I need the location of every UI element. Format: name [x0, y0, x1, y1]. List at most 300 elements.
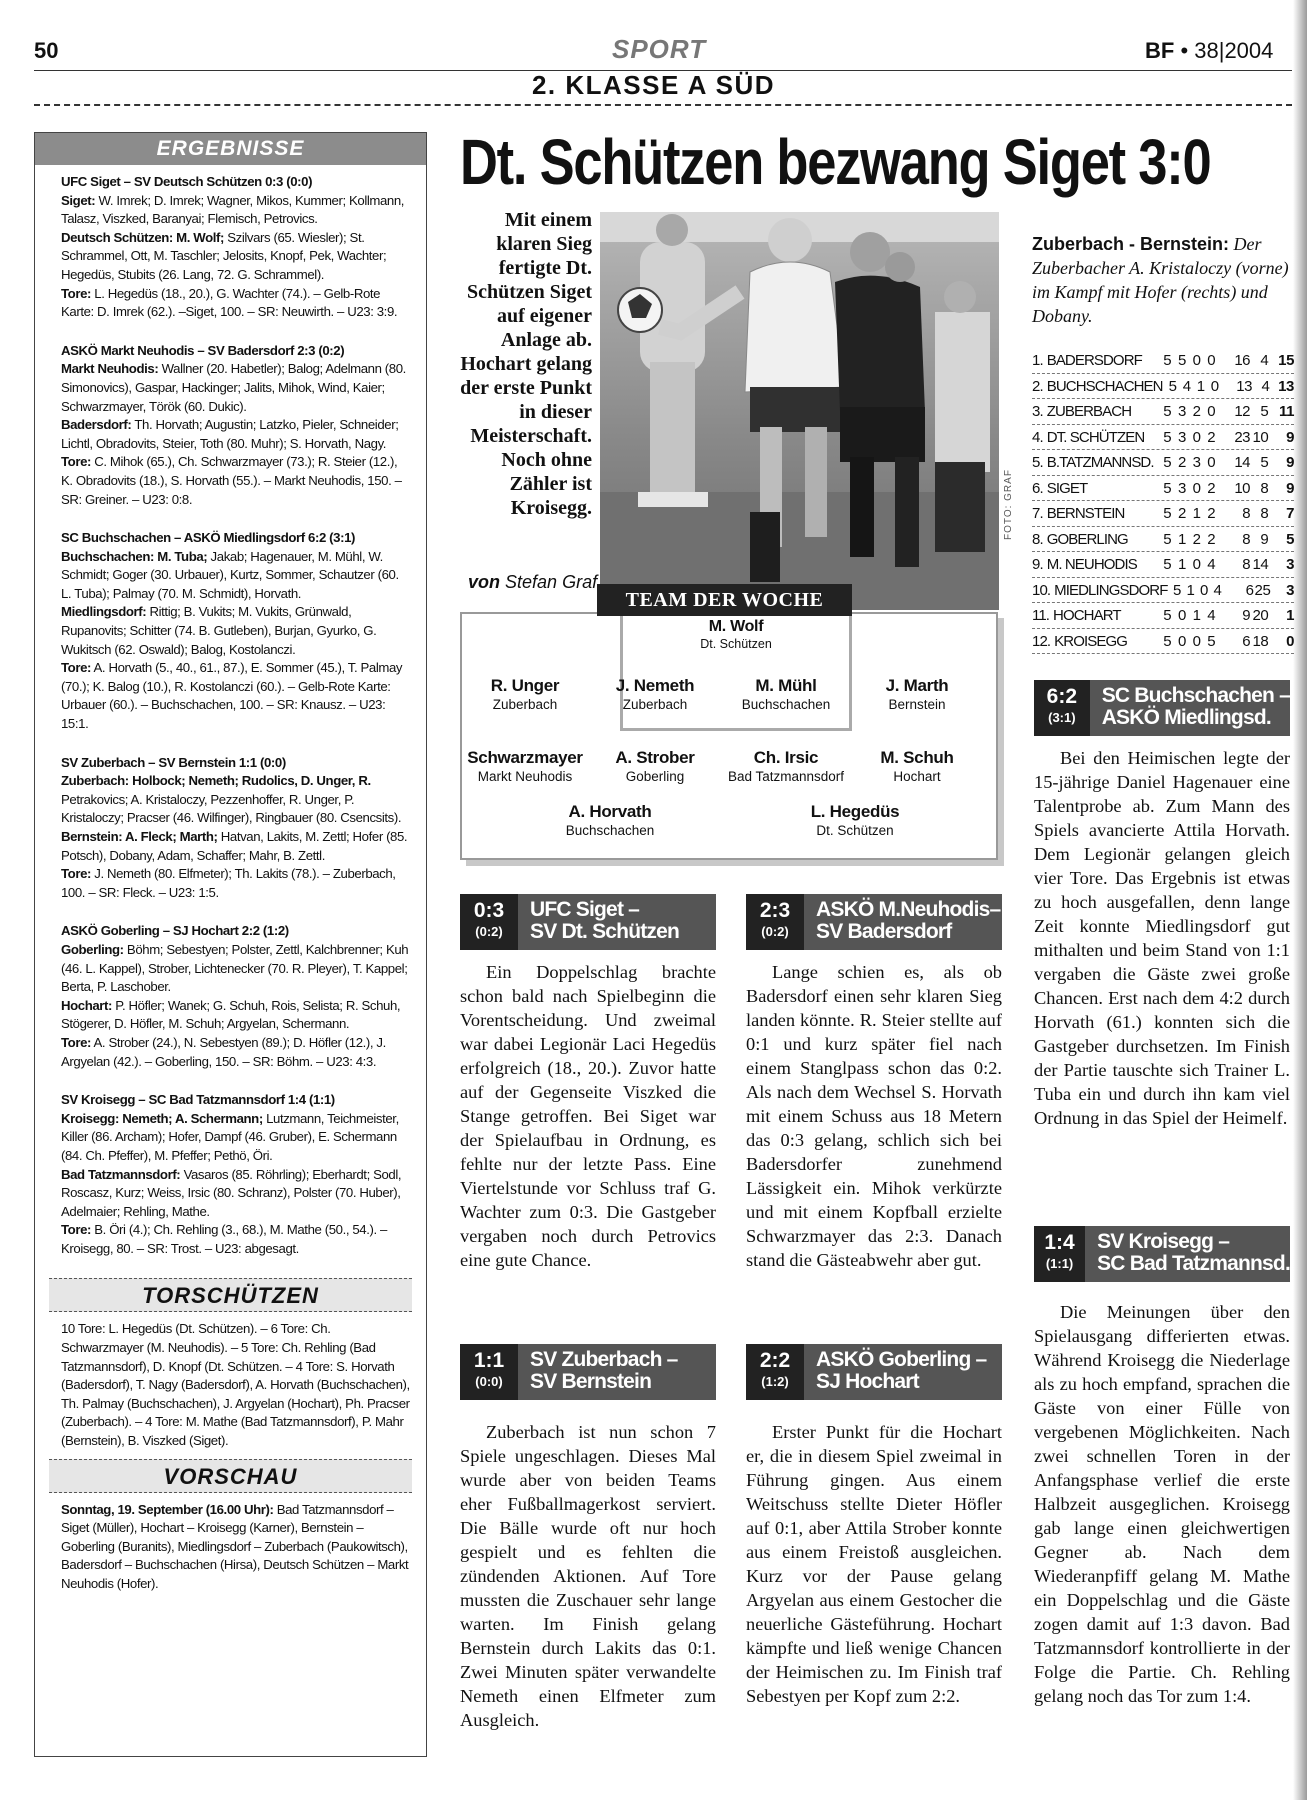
table-cell-diff: 5 — [1260, 403, 1269, 420]
player-name: J. Marth — [885, 676, 949, 695]
player-club: Dt. Schützen — [700, 637, 772, 651]
scorers-banner: TORSCHÜTZEN — [49, 1278, 412, 1312]
table-cell-u: 0 — [1192, 556, 1201, 573]
result-block — [61, 342, 412, 509]
table-position: 10. — [1032, 581, 1051, 599]
result-line-label: Markt Neuhodis: — [61, 361, 159, 377]
team-of-week-player — [711, 748, 861, 784]
result-line-label: Tore: — [61, 285, 91, 301]
player-name: M. Wolf — [708, 618, 764, 635]
match-report-text — [746, 1420, 1002, 1708]
player-club: Dt. Schützen — [816, 823, 894, 838]
full-time-score: 1:4 — [1044, 1231, 1075, 1254]
preview-text — [35, 1493, 426, 1598]
away-team: ASKÖ Miedlingsd. — [1101, 706, 1271, 729]
result-block — [61, 1091, 412, 1258]
table-position: 2. — [1032, 377, 1043, 395]
intro-text: Mit einem klaren Sieg fertigte Dt. Schützen Siget auf eigener Anlage ab. Hochart gelang der erste Punkt in dieser Meisterschaft. Noch ohne Zähler ist Kroisegg. — [460, 209, 592, 519]
full-time-score: 0:3 — [473, 899, 505, 922]
match-score — [460, 1344, 518, 1400]
table-row — [1032, 578, 1294, 604]
team-of-week-player — [842, 676, 992, 712]
result-line-text: Th. Horvath; Augustin; Latzko, Pieler, Schneider; Lichtl, Obradovits, Steier, Toth (80. Muhr); S. Horvath, Nagy. — [61, 417, 399, 451]
home-team: SC Buchschachen – — [1101, 684, 1290, 707]
table-cell-u: 2 — [1192, 530, 1201, 548]
result-line-text: P. Höfler; Wanek; G. Schuh, Rois, Selista; R. Schuh, Stögerer, D. Höfler, M. Schuh; Argyelan, Schermann. — [61, 997, 401, 1032]
table-cell-sp: 5 — [1163, 454, 1172, 471]
player-name: M. Schuh — [880, 748, 954, 767]
table-cell-diff: 25 — [1254, 581, 1271, 599]
result-block — [61, 754, 412, 903]
match-report-header — [746, 1344, 1002, 1400]
table-cell-diff: 20 — [1252, 607, 1269, 624]
table-cell-n: 4 — [1213, 581, 1222, 599]
result-line — [61, 865, 412, 902]
result-title: ASKÖ Markt Neuhodis – SV Badersdorf 2:3 (0:2) — [61, 342, 345, 358]
result-line-label: Goberling: — [61, 941, 124, 957]
table-cell-s: 2 — [1177, 454, 1186, 471]
table-cell-n: 2 — [1207, 530, 1216, 548]
result-line — [61, 1110, 412, 1166]
table-cell-n: 2 — [1207, 479, 1216, 497]
team-of-week-player — [580, 748, 730, 784]
table-cell-u: 1 — [1192, 607, 1201, 624]
table-cell-pts: 9 — [1286, 479, 1295, 497]
match-teams — [1090, 680, 1290, 736]
away-team: SV Bernstein — [530, 1370, 652, 1393]
table-cell-n: 0 — [1207, 403, 1216, 420]
table-cell-sp: 5 — [1163, 428, 1172, 446]
result-line-label: Miedlingsdorf: — [61, 604, 147, 620]
table-row — [1032, 374, 1294, 400]
table-cell-u: 0 — [1192, 352, 1201, 369]
result-block — [61, 922, 412, 1071]
half-time-score: (0:2) — [761, 924, 789, 939]
player-club: Goberling — [625, 769, 685, 784]
table-cell-s: 1 — [1177, 530, 1186, 548]
result-line-text: W. Imrek; D. Imrek; Wagner, Mikos, Kummer; Kollmann, Talasz, Viszked, Baranyai; Flemisch, Petrovics. — [61, 192, 405, 227]
table-cell-n: 4 — [1207, 556, 1216, 573]
table-position: 8. — [1032, 530, 1043, 548]
player-club: Bernstein — [888, 697, 946, 712]
table-cell-sp: 5 — [1163, 632, 1172, 650]
half-time-score: (1:2) — [761, 1374, 789, 1389]
table-position: 6. — [1032, 479, 1043, 497]
result-line — [61, 229, 412, 285]
scorers-text — [35, 1312, 426, 1454]
table-cell-s: 0 — [1177, 607, 1186, 624]
table-team-name: M. NEUHODIS — [1046, 556, 1137, 573]
result-block — [61, 529, 412, 734]
table-cell-s: 4 — [1182, 377, 1191, 395]
table-team — [1032, 425, 1157, 450]
table-cell-n: 5 — [1207, 632, 1216, 650]
home-team: ASKÖ Goberling – — [816, 1348, 987, 1371]
result-line — [61, 603, 412, 659]
result-line-label: Siget: — [61, 192, 96, 208]
results-banner: ERGEBNISSE — [35, 133, 426, 165]
table-cell-goals: 13 — [1236, 377, 1252, 395]
match-score — [746, 1344, 804, 1400]
table-cell-diff: 10 — [1252, 428, 1269, 446]
table-cell-sp: 5 — [1173, 581, 1181, 599]
league-title: 2. KLASSE A SÜD — [531, 70, 776, 100]
match-report-header — [460, 894, 716, 950]
table-row — [1032, 348, 1294, 374]
table-cell-n: 2 — [1207, 428, 1216, 446]
table-cell-diff: 8 — [1260, 505, 1269, 522]
full-time-score: 6:2 — [1046, 685, 1078, 708]
away-team: SV Dt. Schützen — [530, 920, 680, 943]
result-line-label: Hochart: — [61, 997, 113, 1013]
table-cell-goals: 14 — [1234, 454, 1251, 471]
byline — [468, 572, 597, 593]
table-cell-goals: 8 — [1242, 530, 1251, 548]
table-cell-goals: 10 — [1234, 479, 1251, 497]
match-report-paragraph: Zuberbach ist nun schon 7 Spiele ungeschlagen. Dieses Mal wurde aber von beiden Teams eher Fußballmagerkost serviert. Die Bälle wurde oft nur hoch gespielt und es fehlten die zündenden Aktionen. Auf Tore mussten die Zuschauer sehr lange warten. Im Finish gelang Bernstein durch Lakits das 0:1. Zwei Minuten später verwandelte Nemeth einen Elfmeter zum Ausgleich. — [460, 1422, 716, 1730]
team-of-week-player — [842, 748, 992, 784]
match-teams — [518, 894, 679, 950]
table-cell-goals: 12 — [1234, 403, 1251, 420]
table-cell-s: 1 — [1177, 556, 1186, 573]
result-line — [61, 192, 412, 229]
table-cell-sp: 5 — [1168, 377, 1177, 395]
player-name: A. Horvath — [568, 802, 652, 821]
table-cell-u: 0 — [1192, 428, 1201, 446]
result-line — [61, 548, 412, 604]
table-cell-sp: 5 — [1163, 530, 1172, 548]
result-line-text: Petrakovics; A. Kristaloczy, Pezzenhoffer, R. Unger, P. Kristaloczy; Pracser (46. Wilfinger), Ringbauer (80. Csencsits). — [61, 791, 402, 826]
match-score — [460, 894, 518, 950]
table-cell-pts: 15 — [1278, 352, 1295, 369]
table-cell-goals: 16 — [1234, 352, 1251, 369]
table-cell-pts: 13 — [1278, 377, 1294, 395]
result-title: SV Zuberbach – SV Bernstein 1:1 (0:0) — [61, 754, 286, 770]
home-team: SV Zuberbach – — [530, 1348, 678, 1371]
player-name: Ch. Irsic — [753, 748, 819, 767]
table-cell-diff: 18 — [1252, 632, 1269, 650]
match-report-header — [460, 1344, 716, 1400]
result-line-text: L. Hegedüs (18., 20.), G. Wachter (74.). – Gelb-Rote Karte: D. Imrek (62.). –Siget, 100. – SR: Neuwirth. – U23: 3:9. — [61, 285, 398, 320]
player-name: R. Unger — [490, 676, 560, 695]
byline-prefix: von — [468, 572, 501, 592]
table-team-name: B.TATZMANNSD. — [1046, 454, 1154, 471]
match-teams — [1085, 1226, 1290, 1282]
match-report-paragraph: Die Meinungen über den Spielausgang differierten etwas. Während Kroisegg die Niederlage als zu hoch empfand, sprachen die Gäste von einer Fülle von vergebenen Möglichkeiten. Nach zwei schnellen Toren in der Anfangsphase verlief die erste Halbzeit ausgeglichen. Kroisegg gab lange einen gleichwertigen Gegner ab. Nach dem Wiederanpfiff gelang M. Mathe ein Doppelschlag und die Gäste zogen damit auf 1:3 davon. Bad Tatzmannsdorf kontrollierte in der Folge die Partie. Ch. Rehling gelang noch das Tor zum 1:4. — [1034, 1302, 1290, 1706]
result-line — [61, 453, 412, 509]
result-line-label: Tore: — [61, 1222, 91, 1238]
table-cell-diff: 8 — [1260, 479, 1269, 497]
table-cell-u: 0 — [1200, 581, 1208, 599]
table-cell-diff: 14 — [1252, 556, 1269, 573]
table-cell-diff: 9 — [1260, 530, 1269, 548]
result-line-text: Vasaros (85. Röhrling); Eberhardt; Sodl, Roscasz, Kurz; Weiss, Irsic (80. Schranz), Polster (70. Huber), Adelmaier; Rehling, Mathe. — [61, 1166, 402, 1219]
match-report-paragraph: Bei den Heimischen legte der 15-jährige Daniel Hagenauer eine Talentprobe ab. Zum Mann des Spiels avancierte Attila Horvath. Dem Legionär gelangen gleich vier Tore. Das Ergebnis ist etwas zu hoch ausgefallen, denn lange Zeit konnte Miedlingsdorf gut mithalten und beim Stand von 1:1 vergaben die Gäste zwei große Chancen. Erst nach dem 4:2 durch Horvath (61.) konnten sich die Gastgeber durchsetzen. Im Finish der Partie tauschte sich Trainer L. Tuba ein und durch ihn kam viel Ordnung in das Spiel der Heimelf. — [1034, 748, 1290, 1128]
photo-caption — [1032, 232, 1292, 328]
full-time-score: 2:3 — [759, 899, 791, 922]
results-sidebar — [34, 132, 427, 1757]
match-score — [746, 894, 804, 950]
result-line — [61, 828, 412, 865]
team-of-week-player — [580, 676, 730, 712]
table-cell-n: 0 — [1210, 377, 1219, 395]
half-time-score: (0:0) — [475, 1374, 503, 1389]
table-cell-s: 3 — [1177, 428, 1186, 446]
player-name: L. Hegedüs — [810, 802, 900, 821]
table-cell-u: 2 — [1192, 403, 1201, 420]
table-cell-u: 0 — [1192, 479, 1201, 497]
table-cell-pts: 11 — [1278, 403, 1295, 420]
table-cell-goals: 9 — [1242, 607, 1251, 624]
table-position: 5. — [1032, 454, 1043, 471]
table-cell-s: 0 — [1177, 632, 1186, 650]
table-cell-pts: 9 — [1286, 428, 1295, 446]
table-row — [1032, 450, 1294, 476]
table-cell-n: 2 — [1207, 505, 1216, 522]
table-team-name: BUCHSCHACHEN — [1046, 377, 1163, 395]
result-line — [61, 997, 412, 1034]
result-line-label: Bernstein: A. Fleck; Marth; — [61, 829, 218, 844]
player-club: Bad Tatzmannsdorf — [727, 769, 845, 784]
player-club: Buchschachen — [565, 823, 655, 838]
result-line-label: Deutsch Schützen: M. Wolf; — [61, 229, 224, 245]
publication-issue: 38|2004 — [1194, 38, 1274, 63]
table-team — [1032, 527, 1157, 552]
match-teams — [804, 894, 1000, 950]
table-cell-s: 2 — [1177, 505, 1186, 522]
team-of-week-title: TEAM DER WOCHE — [597, 584, 852, 616]
table-cell-u: 0 — [1192, 632, 1201, 650]
team-of-week-player — [780, 802, 930, 838]
table-team — [1032, 629, 1157, 654]
table-cell-sp: 5 — [1163, 403, 1172, 420]
match-report-paragraph: Lange schien es, als ob Badersdorf einen sehr klaren Sieg landen könnte. R. Steier stellte auf 0:1 und kurz später fiel nach einem Stanglpass schon das 0:2. Als nach dem Wechsel S. Horvath mit einem Schuss aus 18 Metern das 0:3 gelang, schlich sich bei Badersdorfer zunehmend Lässigkeit ein. Mihok verkürzte und mit einem Kopfball erzielte Schwarzmayer das 2:3. Danach stand die Gästeabwehr aber gut. — [746, 962, 1002, 1270]
table-cell-s: 3 — [1177, 403, 1186, 420]
result-line-label: Bad Tatzmannsdorf: — [61, 1166, 181, 1182]
result-title: UFC Siget – SV Deutsch Schützen 0:3 (0:0) — [61, 174, 313, 189]
match-report-paragraph: Ein Doppelschlag brachte schon bald nach Spielbeginn die Vorentscheidung. Und zweimal war dabei Legionär Laci Hegedüs erfolgreich (18., 20.). Zuvor hatte auf der Gegenseite Viszked die Stange getroffen. Bei Siget war der Spielaufbau in Ordnung, es fehlte nur der letzte Pass. Eine Viertelstunde vor Schluss traf G. Wachter zum 0:3. Die Gastgeber vergaben noch durch Petrovics eine gute Chance. — [460, 962, 716, 1270]
result-line-label: Tore: — [61, 1034, 91, 1050]
table-position: 3. — [1032, 403, 1043, 420]
half-time-score: (1:1) — [1045, 1256, 1074, 1271]
player-club: Markt Neuhodis — [477, 769, 573, 784]
result-line-text: Rittig; B. Vukits; M. Vukits, Grünwald, Rupanovits; Schitter (74. B. Gutleben), Burjan, Gyurko, G. Wukitsch (62. Oswald); Balog, Kostolanczi. — [61, 604, 377, 657]
table-team-name: DT. SCHÜTZEN — [1046, 428, 1145, 446]
table-row — [1032, 552, 1294, 578]
table-cell-pts: 9 — [1286, 454, 1295, 471]
table-row — [1032, 425, 1294, 451]
table-team-name: BADERSDORF — [1046, 352, 1142, 369]
table-cell-u: 1 — [1192, 505, 1201, 522]
byline-author: Stefan Graf — [505, 572, 598, 592]
results-list — [35, 165, 426, 1258]
match-report-paragraph: Erster Punkt für die Hochart er, die in diesem Spiel zweimal in Führung gingen. Aus einem Weitschuss stellte Dieter Höfler auf 0:1, aber Attila Strober konnte aus einem Freistoß ausgleichen. Kurz vor der Pause gelang Argyelan aus einem Gestocher die neuerliche Gästeführung. Hochart kämpfte und ließ wenige Chancen der Heimischen zu. Im Finish traf Sebestyen per Kopf zum 2:2. — [746, 1422, 1002, 1706]
caption-body: Der Zuberbacher A. Kristaloczy (vorne) im Kampf mit Hofer (rechts) und Dobany. — [1032, 234, 1289, 326]
page-number: 50 — [34, 38, 59, 63]
table-team — [1032, 476, 1157, 501]
match-report-text — [1034, 746, 1290, 1130]
match-report-text — [1034, 1300, 1290, 1708]
result-line-text: A. Horvath (5., 40., 61., 87.), E. Sommer (45.), T. Palmay (70.); K. Balog (10.), R. Kostolanczi (60.). – Gelb-Rote Karte: Urbauer (60.). – Buchschachen, 100. – SR: Knausz. – U23: 15:1. — [61, 660, 403, 732]
table-team-name: GOBERLING — [1046, 530, 1128, 548]
result-line-text: B. Öri (4.); Ch. Rehling (3., 68.), M. Mathe (50., 54.). – Kroisegg, 80. – SR: Trost. – U23: abgesagt. — [61, 1222, 387, 1256]
header-dashed-rule — [34, 104, 1292, 106]
result-line-label: Tore: — [61, 660, 91, 676]
table-team — [1032, 450, 1157, 475]
team-of-week-player — [450, 748, 600, 784]
match-teams — [804, 1344, 986, 1400]
result-title: ASKÖ Goberling – SJ Hochart 2:2 (1:2) — [61, 923, 289, 939]
table-cell-goals: 6 — [1242, 632, 1251, 650]
table-row — [1032, 603, 1294, 629]
table-cell-pts: 0 — [1286, 632, 1295, 650]
table-cell-n: 4 — [1207, 607, 1216, 624]
full-time-score: 2:2 — [759, 1349, 791, 1372]
table-position: 9. — [1032, 556, 1043, 573]
result-line — [61, 772, 412, 828]
result-line-text: Wallner (20. Habetler); Balog; Adelmann (80. Simonovics), Gaspar, Hackinger; Jalits, Mihok, Wind, Kaier; Schwarzmayer, Török (60. Dukic). — [61, 361, 406, 414]
result-line-text: C. Mihok (65.), Ch. Schwarzmayer (73.); R. Steier (12.), K. Obradovits (18.), S. Horvath (55.). – Markt Neuhodis, 150. – SR: Greiner. – U23: 0:8. — [61, 454, 402, 507]
match-score — [1034, 1226, 1085, 1282]
result-line-text: Böhm; Sebestyen; Polster, Zettl, Kalchbrenner; Kuh (46. L. Kappel), Strober, Lichtenecker (70. R. Pleyer), T. Kappel; Berta, P. Laschober. — [61, 941, 409, 995]
half-time-score: (3:1) — [1048, 710, 1076, 725]
publication-name: BF — [1145, 38, 1175, 63]
page-edge-shadow — [1293, 0, 1307, 1800]
table-cell-pts: 1 — [1286, 607, 1295, 624]
player-club: Zuberbach — [622, 697, 688, 712]
result-line-label: Zuberbach: Holbock; Nemeth; Rudolics, D. Unger, R. — [61, 773, 371, 789]
result-line — [61, 1166, 412, 1222]
table-cell-diff: 5 — [1260, 454, 1269, 471]
match-report-header — [1034, 1226, 1290, 1282]
table-team — [1032, 578, 1167, 603]
player-club: Zuberbach — [492, 697, 558, 712]
home-team: SV Kroisegg – — [1097, 1230, 1230, 1253]
match-report-text — [460, 960, 716, 1272]
match-photo-image — [600, 212, 999, 610]
result-line-text: Jakab; Hagenauer, M. Mühl, W. Schmidt; Goger (30. Urbauer), Kurtz, Sommer, Schautzer (60. L. Tuba); Palmay (70. M. Schmidt), Horvath. — [61, 548, 399, 601]
table-cell-pts: 5 — [1286, 530, 1295, 548]
table-team-name: ZUBERBACH — [1046, 403, 1132, 420]
table-cell-n: 0 — [1207, 352, 1216, 369]
headline: Dt. Schützen bezwang Siget 3:0 — [460, 126, 1211, 198]
result-line — [61, 360, 412, 416]
table-cell-u: 3 — [1192, 454, 1201, 471]
table-row — [1032, 399, 1294, 425]
home-team: ASKÖ M.Neuhodis– — [816, 898, 1001, 921]
result-line-label: Kroisegg: Nemeth; A. Schermann; — [61, 1110, 263, 1126]
preview-date: Sonntag, 19. September (16.00 Uhr): — [61, 1501, 274, 1517]
table-cell-pts: 7 — [1286, 505, 1295, 522]
table-cell-goals: 8 — [1242, 556, 1251, 573]
table-cell-sp: 5 — [1163, 479, 1172, 497]
result-line — [61, 285, 412, 322]
table-cell-pts: 3 — [1286, 556, 1295, 573]
section-title: SPORT — [612, 34, 707, 64]
table-cell-pts: 3 — [1286, 581, 1295, 599]
table-position: 12. — [1032, 632, 1051, 650]
match-report-text — [746, 960, 1002, 1272]
table-team-name: HOCHART — [1053, 607, 1121, 624]
away-team: SV Badersdorf — [816, 920, 952, 943]
publication-info: BF • 38|2004 — [1145, 38, 1274, 63]
preview-banner: VORSCHAU — [49, 1459, 412, 1493]
league-table — [1032, 348, 1294, 654]
match-report-header — [746, 894, 1002, 950]
table-team — [1032, 348, 1157, 373]
result-line-label: Buchschachen: M. Tuba; — [61, 548, 208, 564]
match-teams — [518, 1344, 678, 1400]
table-cell-sp: 5 — [1163, 352, 1172, 369]
result-line-text: Szilvars (65. Wiesler); St. Schrammel, Ott, M. Taschler; Jelosits, Knopf, Pek, Wachter; Hegedüs, Stubits (26. Lang, 72. G. Schrammel). — [61, 229, 387, 282]
preview-body: Bad Tatzmannsdorf – Siget (Müller), Hochart – Kroisegg (Karner), Bernstein – Goberling (Buranits), Miedlingsdorf – Zuberbach (Paukowitsch), Badersdorf – Buchschachen (Hirsa), Deutsch Schützen – Markt Neuhodis (Hofer). — [61, 1501, 409, 1591]
table-cell-s: 1 — [1186, 581, 1195, 599]
result-line-label: Tore: — [61, 866, 91, 882]
match-report-text — [460, 1420, 716, 1732]
photo-credit: FOTO: GRAF — [1003, 469, 1014, 540]
table-position: 4. — [1032, 428, 1043, 446]
result-line — [61, 1034, 412, 1071]
table-team — [1032, 603, 1157, 628]
table-position: 11. — [1032, 607, 1050, 624]
result-line — [61, 1221, 412, 1258]
table-cell-s: 5 — [1177, 352, 1186, 369]
result-line — [61, 416, 412, 453]
player-name: A. Strober — [615, 748, 695, 767]
table-cell-sp: 5 — [1163, 556, 1172, 573]
result-block — [61, 173, 412, 322]
table-team-name: MIEDLINGSDORF — [1054, 581, 1168, 599]
table-cell-diff: 4 — [1260, 352, 1269, 369]
table-team-name: BERNSTEIN — [1046, 505, 1125, 522]
table-row — [1032, 476, 1294, 502]
table-cell-n: 0 — [1207, 454, 1216, 471]
scorers-body: 10 Tore: L. Hegedüs (Dt. Schützen). – 6 Tore: Ch. Schwarzmayer (M. Neuhodis). – 5 Tore: Ch. Rehling (Bad Tatzmannsdorf), D. Knopf (Dt. Schützen. – 4 Tore: S. Horvath (Badersdorf), T. Nagy (Badersdorf), A. Horvath (Buchschachen), Th. Palmay (Buchschachen), J. Argyelan (Hochart), Ph. Pracser (Zuberbach). – 4 Tore: M. Mathe (Bad Tatzmannsdorf), P. Mahr (Bernstein), B. Viszked (Siget). — [61, 1321, 410, 1449]
team-of-week-player — [535, 802, 685, 838]
table-team — [1032, 501, 1157, 526]
match-report-header — [1034, 680, 1290, 736]
table-cell-u: 1 — [1196, 377, 1205, 395]
table-team — [1032, 552, 1157, 577]
team-of-week-player — [711, 676, 861, 712]
table-cell-s: 3 — [1177, 479, 1186, 497]
table-cell-sp: 5 — [1163, 607, 1172, 624]
result-title: SV Kroisegg – SC Bad Tatzmannsdorf 1:4 (1:1) — [61, 1092, 335, 1108]
result-line-text: A. Strober (24.), N. Sebestyen (89.); D. Höfler (12.), J. Argyelan (42.). – Goberling, 150. – SR: Böhm. – U23: 4:3. — [61, 1034, 386, 1069]
table-position: 1. — [1032, 352, 1043, 369]
table-cell-goals: 6 — [1245, 581, 1254, 599]
result-title: SC Buchschachen – ASKÖ Miedlingsdorf 6:2 (3:1) — [61, 530, 356, 546]
table-row — [1032, 501, 1294, 527]
result-line-text: J. Nemeth (80. Elfmeter); Th. Lakits (78.). – Zuberbach, 100. – SR: Fleck. – U23: 1:5. — [61, 866, 396, 900]
result-line-text: Lutzmann, Teichmeister, Killer (86. Archam); Hofer, Dampf (46. Gruber), E. Schermann (84. Ch. Pfeffer), M. Pfeffer; Pethö, Öri. — [61, 1110, 399, 1163]
player-name: J. Nemeth — [615, 676, 695, 695]
table-row — [1032, 629, 1294, 655]
away-team: SJ Hochart — [816, 1370, 919, 1393]
result-line-label: Badersdorf: — [61, 417, 132, 433]
table-team — [1032, 399, 1157, 424]
team-of-week-player — [661, 618, 811, 651]
table-row — [1032, 527, 1294, 553]
player-name: M. Mühl — [755, 676, 817, 695]
table-cell-sp: 5 — [1163, 505, 1172, 522]
player-club: Buchschachen — [741, 697, 831, 712]
table-team — [1032, 374, 1163, 399]
full-time-score: 1:1 — [473, 1349, 505, 1372]
match-score — [1034, 680, 1090, 736]
table-position: 7. — [1032, 505, 1043, 522]
table-team-name: KROISEGG — [1054, 632, 1127, 650]
